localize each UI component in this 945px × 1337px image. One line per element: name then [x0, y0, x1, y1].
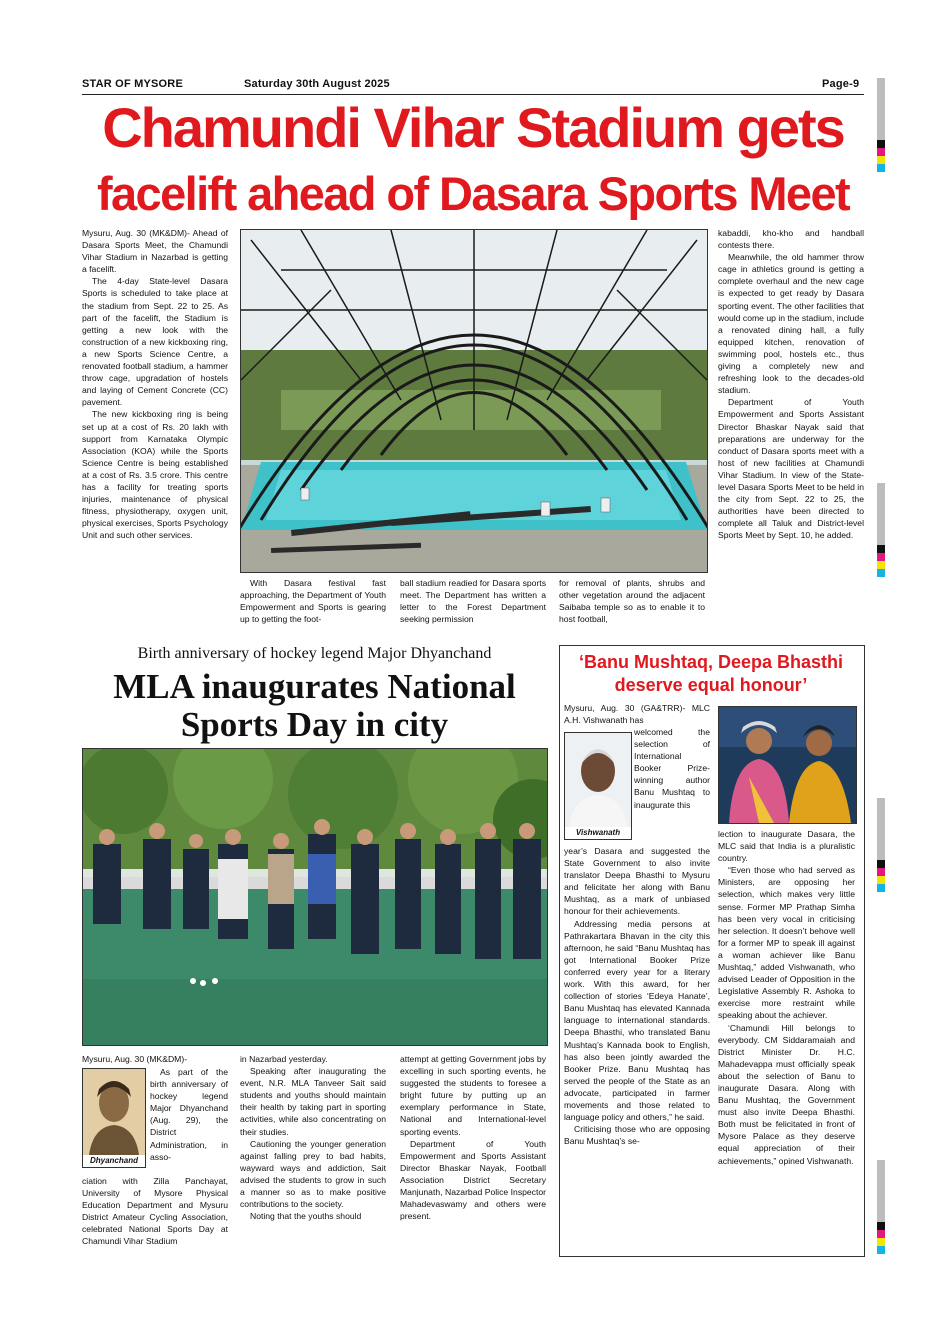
dhyanchand-photo [82, 1068, 146, 1168]
photo-caption: Dhyanchand [83, 1155, 145, 1167]
story2-column-1 [82, 1053, 228, 1065]
paragraph: year’s Dasara and suggested the State Government to also invite translator Deepa Bhasthi to Mysuru and felicitate her along with Banu Mushtaq, as a mark of unbiased honour for their achievements. [564, 846, 710, 917]
paragraph: Department of Youth Empowerment and Sports Assistant Director Bhaskar Nayak said that preparations are underway for the conduct of Dasara sports meet with a host of new facilities at Chamundi Vihar Stadium. In view of the State-level Dasara Sports Meet to be held in the city from Sept. 22 to 25, the authorities have been directed to complete all Taluk and District-level Sports Meet by Sept. 10, he added. [718, 397, 864, 541]
story2-headline-line1: MLA inaugurates National [113, 667, 516, 706]
page-number: Page-9 [822, 78, 860, 90]
vishwanath-photo [564, 732, 632, 840]
portrait-illustration [83, 1069, 145, 1155]
paragraph: Meanwhile, the old hammer throw cage in athletics ground is getting a complete overhaul and the new cage is expected to get ready by Dasara sporting event. The other facilities that would come up in the stadium, include a renovated dining hall, a fully equipped kitchen, renovation of swimming pool, hostels etc., thus giving a completely new and refreshing look to the decades-old stadium. [718, 252, 864, 396]
story3-wrap-text [634, 726, 710, 811]
cmyk-mark [877, 545, 885, 577]
print-bar [877, 798, 885, 860]
stadium-pool-photo [240, 229, 708, 573]
deepa-banu-photo [718, 706, 857, 824]
hockey-event-photo [82, 748, 548, 1046]
story3-headline-line2: deserve equal honour’ [614, 675, 808, 695]
paper-name: STAR OF MYSORE [82, 78, 183, 90]
story1-column-2 [240, 577, 386, 625]
story2-headline-line2: Sports Day in city [180, 705, 449, 744]
story2-column-1-rest [82, 1175, 228, 1248]
photo-caption: Vishwanath [565, 827, 631, 839]
story1-column-3 [400, 577, 546, 625]
paragraph: Criticising those who are opposing Banu Mushtaq’s se- [564, 1124, 710, 1147]
paragraph: Speaking after inaugurating the event, N.R. MLA Tanveer Sait said students and youths should maintain their health by taking part in sporting activities, while also concentrating on their studies. [240, 1066, 386, 1137]
story3-column-2 [718, 828, 855, 1167]
paragraph: With Dasara festival fast approaching, the Department of Youth Empowerment and Sports is gearing up to getting the foot- [240, 578, 386, 625]
paragraph: The 4-day State-level Dasara Sports is scheduled to take place at the stadium from Sept. 22 to 25. As part of the facelift, the Stadium is getting a new look with the construction of a new kickboxing ring, a new Sports Science Centre, a renovated football stadium, a hammer throw cage, upgradation of hostels and laying of Cement Concrete (CC) pavement. [82, 276, 228, 408]
portrait-illustration [565, 733, 631, 827]
cmyk-mark [877, 1222, 885, 1254]
paragraph: Mysuru, Aug. 30 (MK&DM)- Ahead of Dasara Sports Meet, the Chamundi Vihar Stadium in Nazarbad is getting a facelift. [82, 228, 228, 275]
paragraph: ball stadium readied for Dasara sports meet. The Department has written a letter to the Forest Department seeking permission [400, 578, 546, 625]
paragraph: in Nazarbad yesterday. [240, 1054, 328, 1064]
story2-kicker: Birth anniversary of hockey legend Major Dhyanchand [137, 645, 492, 662]
paragraph: ‘Chamundi Hill belongs to everybody. CM Siddaramaiah and District Minister Dr. H.C. Mahadevappa must officially speak about the selection of Banu to inaugurate Dasara. Along with Banu Mushtaq, the Government must also invite Deepa Bhasthi. Both must be felicitated in front of Mysore Palace as they deserve equal appreciation of their achievements,” opined Vishwanath. [718, 1022, 855, 1166]
story3-headline-line1: ‘Banu Mushtaq, Deepa Bhasthi [578, 652, 844, 672]
paragraph: attempt at getting Government jobs by excelling in such sporting events, he suggested the students to foresee a bright future by putting up an exemplary performance in State, National and International-level sporting events. [400, 1054, 546, 1137]
paragraph: kabaddi, kho-kho and handball contests there. [718, 228, 864, 251]
cmyk-mark [877, 140, 885, 172]
story3-column-1 [564, 845, 710, 1147]
paragraph: Cautioning the younger generation against falling prey to bad habits, wayward ways and addiction, Sait advised the students to grow in such a manner so as to make positive contributions to the society. [240, 1138, 386, 1210]
story2-column-2 [240, 1053, 386, 1222]
print-bar [877, 78, 885, 140]
print-bar [877, 483, 885, 545]
issue-date: Saturday 30th August 2025 [244, 78, 390, 90]
story1-column-4 [559, 577, 705, 625]
paragraph: The new kickboxing ring is being set up at a cost of Rs. 20 lakh with support from Karnataka Olympic Association (KOA) while the Sports Science Centre is being established at a cost of Rs. 3.5 crore. This centre has a facility for treating sports injuries, maintenance of physical fitness, physiotherapy, oxygen unit, physical exercises, Sports Psychology Unit and such other services. [82, 409, 228, 541]
story2-column-3 [400, 1053, 546, 1222]
headline-line2: facelift ahead of Dasara Sports Meet [96, 167, 850, 220]
paragraph: lection to inaugurate Dasara, the MLC said that India is a pluralistic country. [718, 829, 855, 864]
paragraph: welcomed the selection of International Booker Prize-winning author Banu Mushtaq to inaugurate this [634, 727, 710, 810]
paragraph: Noting that the youths should [250, 1211, 362, 1222]
story1-column-5 [718, 227, 864, 541]
story3-headline [560, 651, 862, 697]
paragraph: for removal of plants, shrubs and other vegetation around the adjacent Saibaba temple so as to enable it to host football, [559, 578, 705, 625]
stadium-pool-illustration [241, 230, 707, 572]
header-rule [82, 94, 864, 95]
paragraph: ciation with Zilla Panchayat, University of Mysore Physical Education Department and Mysuru District Amateur Cycling Association, celebrated National Sports Day at Chamundi Vihar Stadium [82, 1176, 228, 1247]
dateline: Mysuru, Aug. 30 (GA&TRR)- MLC A.H. Vishwanath has [564, 703, 710, 726]
print-bar [877, 1160, 885, 1222]
story3-dateline [564, 702, 710, 726]
headline-line1: Chamundi Vihar Stadium gets [102, 96, 844, 159]
dateline: Mysuru, Aug. 30 (MK&DM)- [82, 1054, 188, 1064]
paragraph: Addressing media persons at Pathrakartara Bhavan in the city this afternoon, he said “Banu Mushtaq has got International Booker Prize conferred every year for a literary work. With this award, for her collection of stories ‘Edeya Hanate’, Banu Mushtaq has elevated Kannada language to international standards. Deepa Bhasthi, who translated Banu Mushtaq’s Kannada book to English, has also been jointly awarded the Booker Prize. Banu Mushtaq has served the people of the State as an advocate, participated in farmer movements and those related to language policy and others,” he said. [564, 918, 710, 1123]
paragraph: Department of Youth Empowerment and Sports Assistant Director Bhaskar Nayak, Football Association District Secretary Manjunath, Nazarbad Police Inspector Mahadevaswamy and others were present. [400, 1138, 546, 1222]
story1-column-1 [82, 227, 228, 541]
two-women-illustration [719, 707, 856, 823]
cmyk-mark [877, 860, 885, 892]
story2-wrap-text [150, 1066, 228, 1163]
paragraph: “Even those who had served as Ministers, are opposing her selection, which makes very little sense. Former MP Prathap Simha has been very vocal in criticising her selection. It doesn’t behove well for a former MP to speak ill against a woman achiever like Banu Mushtaq,” added Vishwanath, who advised Leader of Opposition in the Legislative Assembly R. Ashoka to exercise more restraint while speaking about the achiever. [718, 865, 855, 1021]
hockey-event-illustration [83, 749, 547, 1045]
paragraph: As part of the birth anniversary of hockey legend Major Dhyanchand (Aug. 29), the District Administration, in asso- [150, 1067, 228, 1162]
